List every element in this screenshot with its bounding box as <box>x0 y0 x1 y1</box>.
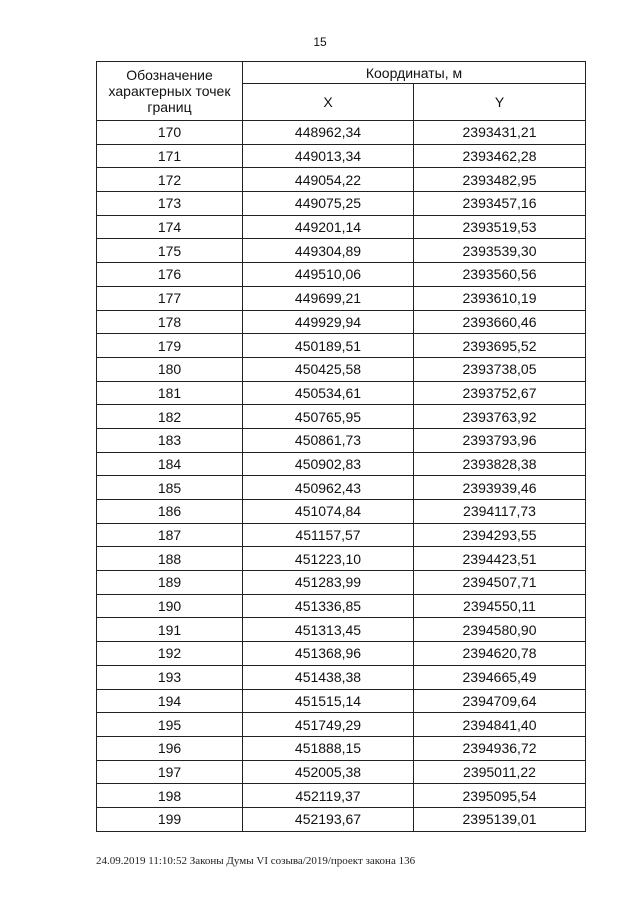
y-cell: 2394580,90 <box>414 618 586 642</box>
table-row <box>97 571 586 595</box>
point-cell: 199 <box>97 807 243 831</box>
table-body <box>97 121 586 832</box>
point-cell: 194 <box>97 689 243 713</box>
point-cell: 183 <box>97 428 243 452</box>
x-cell: 449699,21 <box>243 286 414 310</box>
table-row <box>97 476 586 500</box>
y-cell: 2394620,78 <box>414 642 586 666</box>
point-label-header: Обозначение характерных точек границ <box>97 62 243 121</box>
point-cell: 176 <box>97 263 243 287</box>
y-cell: 2394423,51 <box>414 547 586 571</box>
y-cell: 2393793,96 <box>414 428 586 452</box>
table-row <box>97 215 586 239</box>
page-number: 15 <box>313 35 327 49</box>
y-cell: 2393752,67 <box>414 381 586 405</box>
y-cell: 2394665,49 <box>414 665 586 689</box>
y-cell: 2394507,71 <box>414 571 586 595</box>
point-cell: 186 <box>97 500 243 524</box>
point-cell: 171 <box>97 144 243 168</box>
x-cell: 450861,73 <box>243 428 414 452</box>
point-cell: 185 <box>97 476 243 500</box>
table-row <box>97 760 586 784</box>
point-cell: 178 <box>97 310 243 334</box>
table-row <box>97 784 586 808</box>
x-cell: 452193,67 <box>243 807 414 831</box>
y-cell: 2393828,38 <box>414 452 586 476</box>
x-cell: 449929,94 <box>243 310 414 334</box>
point-cell: 182 <box>97 405 243 429</box>
table-row <box>97 500 586 524</box>
document-footer: 24.09.2019 11:10:52 Законы Думы VI созыва/2019/проект закона 136 <box>96 855 416 867</box>
table-row <box>97 239 586 263</box>
point-cell: 187 <box>97 523 243 547</box>
x-cell: 449075,25 <box>243 192 414 216</box>
x-cell: 450189,51 <box>243 334 414 358</box>
point-cell: 196 <box>97 736 243 760</box>
table-row <box>97 665 586 689</box>
table-row <box>97 452 586 476</box>
table-row <box>97 121 586 145</box>
table-row <box>97 381 586 405</box>
point-cell: 177 <box>97 286 243 310</box>
x-cell: 451223,10 <box>243 547 414 571</box>
x-cell: 448962,34 <box>243 121 414 145</box>
point-cell: 188 <box>97 547 243 571</box>
x-cell: 450425,58 <box>243 357 414 381</box>
y-cell: 2393539,30 <box>414 239 586 263</box>
y-cell: 2394550,11 <box>414 594 586 618</box>
x-cell: 451438,38 <box>243 665 414 689</box>
x-cell: 449510,06 <box>243 263 414 287</box>
table-row <box>97 168 586 192</box>
point-cell: 175 <box>97 239 243 263</box>
y-cell: 2395011,22 <box>414 760 586 784</box>
x-cell: 450962,43 <box>243 476 414 500</box>
x-cell: 449201,14 <box>243 215 414 239</box>
y-cell: 2393482,95 <box>414 168 586 192</box>
x-cell: 451888,15 <box>243 736 414 760</box>
x-cell: 450765,95 <box>243 405 414 429</box>
point-cell: 179 <box>97 334 243 358</box>
coordinates-header: Координаты, м <box>243 62 586 84</box>
y-cell: 2393763,92 <box>414 405 586 429</box>
x-cell: 450534,61 <box>243 381 414 405</box>
y-header: Y <box>414 84 586 121</box>
point-cell: 174 <box>97 215 243 239</box>
point-cell: 170 <box>97 121 243 145</box>
y-cell: 2393660,46 <box>414 310 586 334</box>
y-cell: 2393939,46 <box>414 476 586 500</box>
y-cell: 2394936,72 <box>414 736 586 760</box>
x-cell: 451074,84 <box>243 500 414 524</box>
point-cell: 181 <box>97 381 243 405</box>
x-cell: 451368,96 <box>243 642 414 666</box>
x-cell: 452119,37 <box>243 784 414 808</box>
coordinates-table <box>96 61 586 832</box>
table-row <box>97 428 586 452</box>
y-cell: 2395095,54 <box>414 784 586 808</box>
point-cell: 189 <box>97 571 243 595</box>
y-cell: 2393519,53 <box>414 215 586 239</box>
point-cell: 192 <box>97 642 243 666</box>
y-cell: 2393610,19 <box>414 286 586 310</box>
point-cell: 191 <box>97 618 243 642</box>
table-row <box>97 310 586 334</box>
point-cell: 173 <box>97 192 243 216</box>
y-cell: 2394293,55 <box>414 523 586 547</box>
x-cell: 451313,45 <box>243 618 414 642</box>
y-cell: 2393462,28 <box>414 144 586 168</box>
table-row <box>97 594 586 618</box>
x-cell: 449304,89 <box>243 239 414 263</box>
table-row <box>97 144 586 168</box>
x-cell: 452005,38 <box>243 760 414 784</box>
y-cell: 2394841,40 <box>414 713 586 737</box>
x-cell: 451515,14 <box>243 689 414 713</box>
table-row <box>97 405 586 429</box>
y-cell: 2393695,52 <box>414 334 586 358</box>
table-row <box>97 713 586 737</box>
x-cell: 451157,57 <box>243 523 414 547</box>
table-row <box>97 547 586 571</box>
y-cell: 2394117,73 <box>414 500 586 524</box>
point-cell: 184 <box>97 452 243 476</box>
y-cell: 2393560,56 <box>414 263 586 287</box>
x-cell: 450902,83 <box>243 452 414 476</box>
table-row <box>97 736 586 760</box>
table-row <box>97 192 586 216</box>
y-cell: 2393738,05 <box>414 357 586 381</box>
table-row <box>97 689 586 713</box>
point-cell: 193 <box>97 665 243 689</box>
y-cell: 2393431,21 <box>414 121 586 145</box>
point-cell: 197 <box>97 760 243 784</box>
y-cell: 2395139,01 <box>414 807 586 831</box>
x-cell: 449013,34 <box>243 144 414 168</box>
x-cell: 451336,85 <box>243 594 414 618</box>
table-row <box>97 263 586 287</box>
x-cell: 451283,99 <box>243 571 414 595</box>
table-row <box>97 357 586 381</box>
table-row <box>97 286 586 310</box>
point-cell: 180 <box>97 357 243 381</box>
point-cell: 195 <box>97 713 243 737</box>
point-cell: 172 <box>97 168 243 192</box>
x-cell: 451749,29 <box>243 713 414 737</box>
table-row <box>97 807 586 831</box>
y-cell: 2394709,64 <box>414 689 586 713</box>
point-cell: 190 <box>97 594 243 618</box>
table-row <box>97 334 586 358</box>
table-row <box>97 523 586 547</box>
y-cell: 2393457,16 <box>414 192 586 216</box>
table-row <box>97 642 586 666</box>
x-header: X <box>243 84 414 121</box>
table-row <box>97 618 586 642</box>
table-header <box>97 62 586 121</box>
point-cell: 198 <box>97 784 243 808</box>
x-cell: 449054,22 <box>243 168 414 192</box>
